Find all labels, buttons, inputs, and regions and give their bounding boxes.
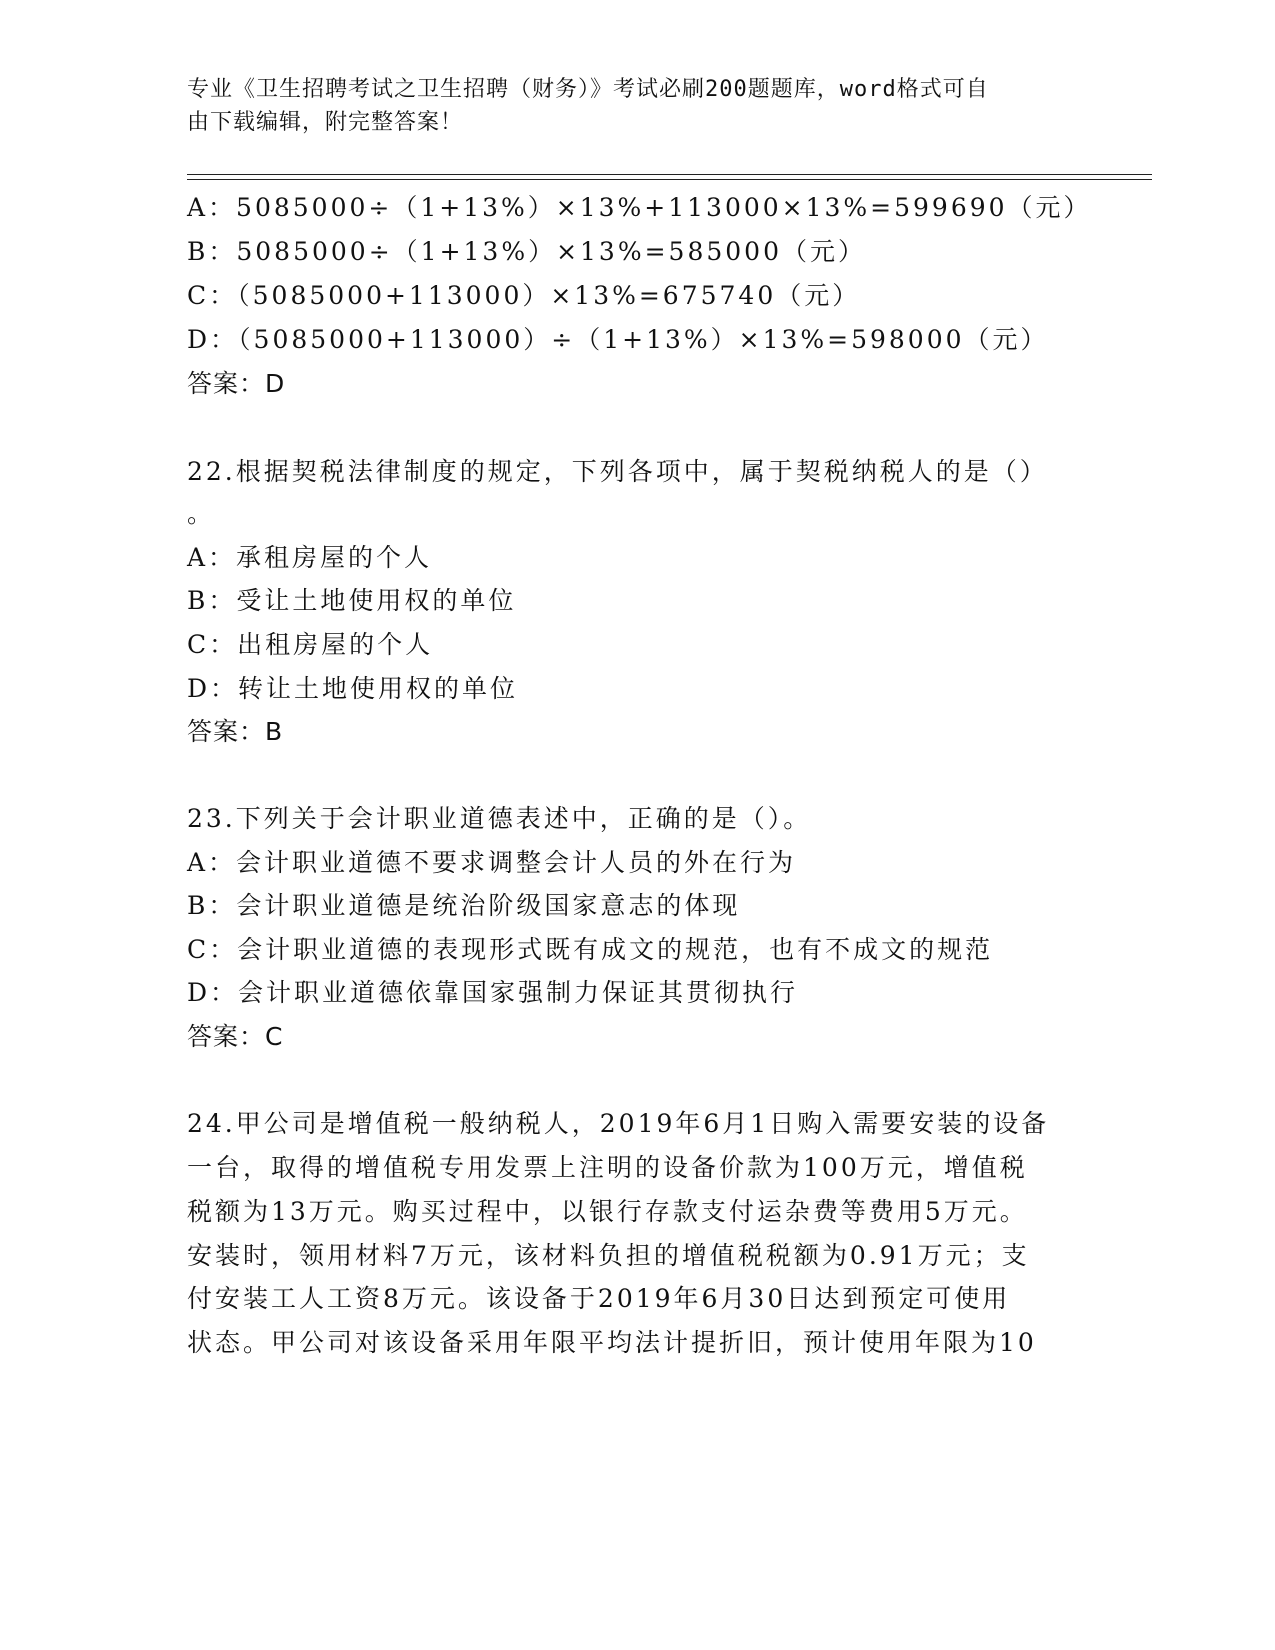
q21-option-a: A：5085000÷（1+13%）×13%+113000×13%=599690（元）: [187, 193, 1092, 222]
q23-option-a: A：会计职业道德不要求调整会计人员的外在行为: [187, 848, 797, 877]
q21-option-c: C：（5085000+113000）×13%=675740（元）: [187, 281, 861, 310]
header-rule-bottom: [187, 179, 1152, 180]
document-header-line-1: 专业《卫生招聘考试之卫生招聘（财务）》考试必刷200题题库，word格式可自: [187, 77, 989, 102]
q21-option-b: B：5085000÷（1+13%）×13%=585000（元）: [187, 237, 866, 266]
q21-answer: 答案：D: [187, 369, 286, 398]
q22-option-c: C：出租房屋的个人: [187, 630, 434, 659]
q24-stem-line-1: 24.甲公司是增值税一般纳税人，2019年6月1日购入需要安装的设备: [187, 1109, 1050, 1138]
q23-answer: 答案：C: [187, 1022, 284, 1051]
header-rule-top: [187, 174, 1152, 175]
q24-stem-line-6: 状态。甲公司对该设备采用年限平均法计提折旧，预计使用年限为10: [187, 1328, 1037, 1357]
q22-option-b: B：受让土地使用权的单位: [187, 586, 517, 615]
q22-option-d: D：转让土地使用权的单位: [187, 674, 519, 703]
q23-option-b: B：会计职业道德是统治阶级国家意志的体现: [187, 891, 741, 920]
q24-stem-line-3: 税额为13万元。购买过程中，以银行存款支付运杂费等费用5万元。: [187, 1197, 1028, 1226]
q24-stem-line-2: 一台，取得的增值税专用发票上注明的设备价款为100万元，增值税: [187, 1153, 1028, 1182]
q21-option-d: D：（5085000+113000）÷（1+13%）×13%=598000（元）: [187, 325, 1049, 354]
q22-stem-line-2: 。: [187, 499, 216, 528]
q23-option-c: C：会计职业道德的表现形式既有成文的规范，也有不成文的规范: [187, 935, 994, 964]
document-header-line-2: 由下载编辑，附完整答案！: [187, 110, 464, 135]
q24-stem-line-5: 付安装工人工资8万元。该设备于2019年6月30日达到预定可使用: [187, 1284, 1011, 1313]
q22-answer: 答案：B: [187, 717, 284, 746]
q22-option-a: A：承租房屋的个人: [187, 543, 433, 572]
q23-option-d: D：会计职业道德依靠国家强制力保证其贯彻执行: [187, 978, 799, 1007]
q24-stem-line-4: 安装时，领用材料7万元，该材料负担的增值税税额为0.91万元；支: [187, 1241, 1030, 1270]
q22-stem-line-1: 22.根据契税法律制度的规定，下列各项中，属于契税纳税人的是（）: [187, 457, 1048, 486]
q23-stem: 23.下列关于会计职业道德表述中，正确的是（）。: [187, 804, 812, 833]
